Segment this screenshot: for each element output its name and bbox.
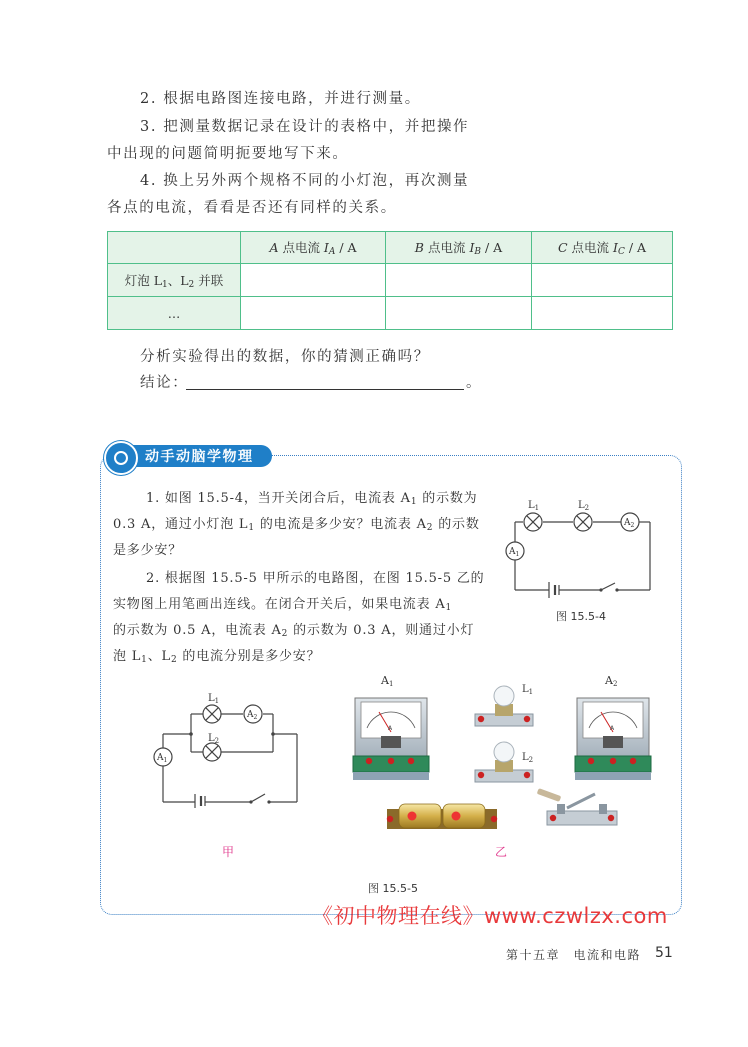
svg-text:A1: A1 bbox=[381, 674, 394, 688]
svg-text:A: A bbox=[610, 725, 615, 732]
step-3-line2: 中出现的问题简明扼要地写下来。 bbox=[107, 146, 349, 162]
lamp-l1-symbol bbox=[524, 513, 542, 531]
figure-15-5-4-circuit bbox=[495, 490, 665, 600]
watermark: 《初中物理在线》www.czwlzx.com bbox=[312, 904, 668, 928]
figure-yi-label: 乙 bbox=[495, 845, 508, 859]
measurement-table bbox=[107, 231, 673, 330]
q2-line4: 泡 $L_1$、$L_2$ 的电流分别是多少安？ bbox=[113, 649, 321, 665]
table-cell[interactable] bbox=[386, 297, 532, 330]
header-c-current: C 点电流 $I_C$ / A bbox=[532, 232, 673, 264]
svg-text:A2: $A_2$ bbox=[247, 710, 258, 721]
table-cell[interactable] bbox=[532, 297, 673, 330]
lamp-l1-symbol bbox=[203, 705, 221, 723]
svg-text:L1: $L_1$ bbox=[208, 693, 220, 705]
header-a-current: A 点电流 $I_A$ / A bbox=[241, 232, 386, 264]
svg-text:L2: $L_2$ bbox=[208, 733, 220, 745]
svg-text:A1: $A_1$ bbox=[157, 753, 168, 764]
svg-text:L2: $L_2$ bbox=[522, 752, 534, 764]
svg-text:L2: $L_2$ bbox=[578, 500, 590, 512]
step-4-line2: 各点的电流，看看是否还有同样的关系。 bbox=[107, 200, 397, 216]
activity-title: 动手动脑学物理 bbox=[145, 449, 254, 465]
conclusion-label: 结论： bbox=[140, 375, 189, 391]
lamp-l2-symbol bbox=[574, 513, 592, 531]
svg-text:A2: A2 bbox=[605, 674, 618, 688]
ammeter-a2-device bbox=[575, 698, 651, 780]
svg-text:L1: $L_1$ bbox=[528, 500, 540, 512]
table-corner-cell bbox=[108, 232, 241, 264]
q1-line1: 1. 如图 15.5-4，当开关闭合后，电流表 $A_1$ 的示数为 bbox=[146, 491, 478, 507]
table-cell[interactable] bbox=[241, 264, 386, 297]
ammeter-a1-device bbox=[353, 698, 429, 780]
table-row bbox=[108, 297, 673, 330]
page-number: 51 bbox=[655, 945, 673, 961]
table-cell[interactable] bbox=[241, 297, 386, 330]
q1-line2: 0.3 A，通过小灯泡 $L_1$ 的电流是多少安？电流表 $A_2$ 的示数 bbox=[113, 517, 480, 533]
table-header-row bbox=[108, 232, 673, 264]
figure-15-5-5-yi-apparatus bbox=[345, 668, 655, 838]
analysis-question: 分析实验得出的数据，你的猜测正确吗？ bbox=[140, 349, 430, 365]
q2-line2: 实物图上用笔画出连线。在闭合开关后，如果电流表 $A_1$ bbox=[113, 597, 453, 613]
lamp-l2-symbol bbox=[203, 743, 221, 761]
svg-text:A: A bbox=[388, 725, 393, 732]
chapter-footer: 第十五章 电流和电路 bbox=[506, 948, 642, 962]
knife-switch bbox=[537, 788, 617, 825]
row-label-parallel: 灯泡 $L_1$、$L_2$ 并联 bbox=[108, 264, 241, 297]
figure-jia-label: 甲 bbox=[222, 845, 235, 859]
svg-text:A1: $A_1$ bbox=[509, 547, 520, 558]
figure-15-5-5-caption: 图 15.5-5 bbox=[368, 882, 418, 895]
q2-line1: 2. 根据图 15.5-5 甲所示的电路图，在图 15.5-5 乙的 bbox=[146, 571, 485, 586]
banner-target-icon bbox=[104, 441, 138, 475]
row-label-more: … bbox=[108, 297, 241, 330]
q1-line3: 是多少安？ bbox=[113, 543, 183, 558]
step-2: 2. 根据电路图连接电路，并进行测量。 bbox=[140, 91, 421, 107]
svg-text:A2: $A_2$ bbox=[624, 518, 635, 529]
battery-pack bbox=[387, 804, 497, 829]
table-cell[interactable] bbox=[386, 264, 532, 297]
conclusion-blank-line[interactable] bbox=[186, 389, 464, 390]
table-row bbox=[108, 264, 673, 297]
svg-text:L1: $L_1$ bbox=[522, 684, 534, 696]
header-b-current: B 点电流 $I_B$ / A bbox=[386, 232, 532, 264]
q2-line3: 的示数为 0.5 A，电流表 $A_2$ 的示数为 0.3 A，则通过小灯 bbox=[113, 623, 475, 639]
figure-15-5-4-caption: 图 15.5-4 bbox=[556, 610, 606, 623]
step-4-line1: 4. 换上另外两个规格不同的小灯泡，再次测量 bbox=[140, 173, 470, 189]
step-3-line1: 3. 把测量数据记录在设计的表格中，并把操作 bbox=[140, 119, 470, 135]
table-cell[interactable] bbox=[532, 264, 673, 297]
activity-banner bbox=[104, 441, 271, 469]
figure-15-5-5-jia-circuit bbox=[145, 690, 310, 808]
conclusion-end: 。 bbox=[466, 375, 483, 391]
